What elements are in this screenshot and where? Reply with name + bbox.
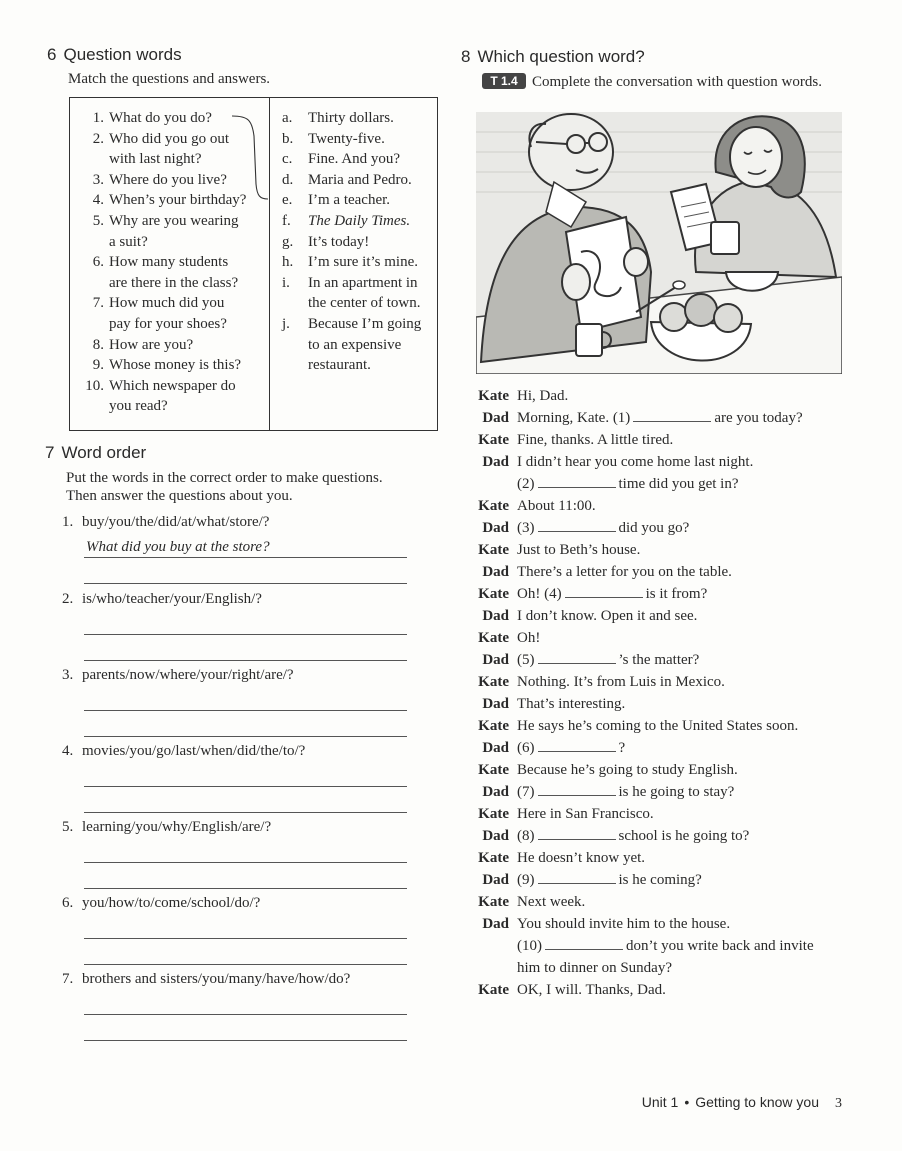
dialogue-turn xyxy=(470,891,850,913)
ex8-heading xyxy=(461,47,645,67)
answer-text: Twenty-five. xyxy=(308,130,385,147)
ex7-instruction-line: Then answer the questions about you. xyxy=(66,488,293,504)
answer-7 xyxy=(282,232,432,253)
question-text: How much did you xyxy=(109,295,225,312)
dialogue-line xyxy=(517,473,738,495)
dialogue-line xyxy=(517,781,734,803)
question-number: 9. xyxy=(92,357,104,374)
question-text: Which newspaper do xyxy=(109,377,236,394)
question-word-blank[interactable] xyxy=(538,473,616,488)
answer-list xyxy=(282,108,432,376)
ex8-number: 8 xyxy=(461,47,471,66)
line-text: You should invite him to the house. xyxy=(517,916,731,932)
question-word-blank[interactable] xyxy=(538,517,616,532)
dialogue-turn xyxy=(470,781,850,803)
answer-number: e. xyxy=(282,192,293,209)
audio-track-badge: T 1.4 xyxy=(482,73,526,89)
scrambled-words: movies/you/go/last/when/did/the/to/? xyxy=(82,743,306,759)
word-order-prompt xyxy=(62,817,407,837)
speaker-name: Kate xyxy=(478,894,509,910)
answer-text: It’s today! xyxy=(308,233,370,250)
question-text: What do you do? xyxy=(109,110,212,126)
word-order-prompt xyxy=(62,589,407,609)
footer-separator: • xyxy=(684,1094,690,1110)
line-text: There’s a letter for you on the table. xyxy=(517,564,732,580)
question-answer-line[interactable] xyxy=(84,609,407,635)
answer-text: Fine. And you? xyxy=(308,151,401,168)
dialogue-line xyxy=(517,737,625,759)
personal-answer-line[interactable] xyxy=(84,939,407,965)
line-text: (9) xyxy=(517,872,535,888)
speaker-name: Dad xyxy=(482,410,509,426)
question-text: How are you? xyxy=(109,336,194,353)
example-answer: What did you buy at the store? xyxy=(86,539,270,555)
speaker-name: Kate xyxy=(478,388,509,404)
dialogue-line xyxy=(517,759,738,781)
word-order-prompt xyxy=(62,665,407,685)
personal-answer-line[interactable] xyxy=(84,558,407,584)
item-number: 1. xyxy=(62,514,74,530)
dialogue-line xyxy=(517,847,645,869)
question-word-blank[interactable] xyxy=(565,583,643,598)
line-text: Here in San Francisco. xyxy=(517,806,654,822)
speaker-name: Dad xyxy=(482,828,509,844)
word-order-item-1 xyxy=(62,512,407,584)
dialogue-line xyxy=(517,451,753,473)
dialogue-line xyxy=(517,429,673,451)
personal-answer-line[interactable] xyxy=(84,863,407,889)
ex6-heading xyxy=(47,45,182,65)
line-text-after-blank: ’s the matter? xyxy=(618,652,700,668)
speaker-name: Dad xyxy=(482,916,509,932)
line-text: Just to Beth’s house. xyxy=(517,542,641,558)
speaker-name: Kate xyxy=(478,806,509,822)
dialogue-turn xyxy=(470,979,850,1001)
answer-6 xyxy=(282,211,432,232)
answer-9 xyxy=(282,273,432,314)
item-number: 5. xyxy=(62,819,74,835)
question-answer-line[interactable] xyxy=(84,685,407,711)
answer-4 xyxy=(282,170,432,191)
dialogue-turn xyxy=(470,605,850,627)
question-text: How many students xyxy=(109,254,229,271)
word-order-prompt xyxy=(62,512,407,532)
question-number: 3. xyxy=(92,171,104,188)
ex7-heading xyxy=(45,443,146,463)
question-number: 5. xyxy=(92,212,104,229)
answer-text: Because I’m going xyxy=(308,315,422,332)
speaker-name: Kate xyxy=(478,982,509,998)
question-number: 10. xyxy=(85,377,104,394)
word-order-item-4 xyxy=(62,741,407,813)
question-text: When’s your birthday? xyxy=(109,192,247,209)
answer-number: h. xyxy=(282,254,294,271)
dialogue-line xyxy=(517,913,730,935)
dialogue-turn xyxy=(470,583,850,605)
speaker-name: Kate xyxy=(478,762,509,778)
line-text: (10) xyxy=(517,938,542,954)
scrambled-words: is/who/teacher/your/English/? xyxy=(82,591,262,607)
footer-title: Getting to know you xyxy=(695,1094,819,1110)
line-text: OK, I will. Thanks, Dad. xyxy=(517,982,666,998)
item-number: 3. xyxy=(62,667,74,683)
line-text: I didn’t hear you come home last night. xyxy=(517,454,754,470)
question-text: a suit? xyxy=(109,233,148,250)
item-number: 6. xyxy=(62,895,74,911)
dialogue-turn xyxy=(470,407,850,429)
line-text-after-blank: is he going to stay? xyxy=(618,784,735,800)
line-text: He says he’s coming to the United States soon. xyxy=(517,718,799,734)
speaker-name: Dad xyxy=(482,872,509,888)
item-number: 2. xyxy=(62,591,74,607)
question-word-blank[interactable] xyxy=(538,737,616,752)
answer-number: g. xyxy=(282,233,294,250)
scrambled-words: brothers and sisters/you/many/have/how/do? xyxy=(82,971,351,987)
question-6 xyxy=(76,252,264,293)
question-number: 2. xyxy=(92,130,104,147)
question-8 xyxy=(76,335,264,356)
word-order-item-3 xyxy=(62,665,407,737)
line-text-after-blank: is it from? xyxy=(645,586,708,602)
answer-2 xyxy=(282,129,432,150)
answer-10 xyxy=(282,314,432,376)
speaker-name: Kate xyxy=(478,718,509,734)
answer-number: b. xyxy=(282,130,294,147)
question-word-blank[interactable] xyxy=(538,869,616,884)
answer-1 xyxy=(282,108,432,129)
line-text: (2) xyxy=(517,476,535,492)
question-text: you read? xyxy=(109,398,168,415)
speaker-name: Kate xyxy=(478,630,509,646)
question-5 xyxy=(76,211,264,252)
question-10 xyxy=(76,376,264,417)
scrambled-words: buy/you/the/did/at/what/store/? xyxy=(82,514,270,530)
line-text: He doesn’t know yet. xyxy=(517,850,646,866)
dialogue-line xyxy=(517,385,568,407)
answer-text: to an expensive xyxy=(308,336,402,353)
breakfast-illustration xyxy=(476,112,842,374)
question-answer-line[interactable] xyxy=(84,532,407,558)
question-text: Why are you wearing xyxy=(109,212,239,229)
line-text: (3) xyxy=(517,520,535,536)
dialogue-line xyxy=(517,693,625,715)
line-text-after-blank: school is he going to? xyxy=(618,828,750,844)
question-text: Who did you go out xyxy=(109,130,229,147)
dialogue-line xyxy=(517,561,732,583)
speaker-name: Kate xyxy=(478,542,509,558)
speaker-name: Kate xyxy=(478,498,509,514)
question-answer-line[interactable] xyxy=(84,913,407,939)
answer-5 xyxy=(282,190,432,211)
speaker-name: Dad xyxy=(482,652,509,668)
page-footer xyxy=(642,1094,842,1112)
ex8-title: Which question word? xyxy=(477,47,645,66)
line-text: (6) xyxy=(517,740,535,756)
speaker-name: Dad xyxy=(482,608,509,624)
answer-number: f. xyxy=(282,212,291,229)
dialogue-turn xyxy=(470,847,850,869)
dialogue-line xyxy=(517,869,702,891)
dialogue-turn xyxy=(470,759,850,781)
item-number: 7. xyxy=(62,971,74,987)
page-number: 3 xyxy=(835,1096,842,1111)
question-word-blank[interactable] xyxy=(538,649,616,664)
scrambled-words: learning/you/why/English/are/? xyxy=(82,819,272,835)
dialogue-turn xyxy=(470,539,850,561)
dialogue-turn xyxy=(470,495,850,517)
personal-answer-line[interactable] xyxy=(84,1015,407,1041)
answer-number: d. xyxy=(282,171,294,188)
word-order-item-5 xyxy=(62,817,407,889)
line-text: Nothing. It’s from Luis in Mexico. xyxy=(517,674,725,690)
ex7-number: 7 xyxy=(45,443,55,462)
question-7 xyxy=(76,293,264,334)
word-order-item-7 xyxy=(62,969,407,1041)
word-order-item-6 xyxy=(62,893,407,965)
dialogue-line xyxy=(517,583,707,605)
dialogue-turn xyxy=(470,671,850,693)
dialogue-line xyxy=(517,539,640,561)
question-number: 4. xyxy=(92,192,104,209)
question-word-blank[interactable] xyxy=(538,781,616,796)
dialogue-line xyxy=(517,891,585,913)
line-text-after-blank: don’t you write back and invite xyxy=(626,938,814,954)
line-text-after-blank: ? xyxy=(618,740,626,756)
dialogue-turn xyxy=(470,715,850,737)
dialogue-line xyxy=(517,517,689,539)
answer-text: the center of town. xyxy=(308,295,421,312)
line-text: (8) xyxy=(517,828,535,844)
dialogue-line xyxy=(517,957,672,979)
question-word-blank[interactable] xyxy=(545,935,623,950)
line-text: Morning, Kate. (1) xyxy=(517,410,631,426)
word-order-prompt xyxy=(62,741,407,761)
answer-text: The Daily Times. xyxy=(308,212,411,229)
line-text: Oh! xyxy=(517,630,541,646)
dialogue-turn xyxy=(470,693,850,715)
answer-number: j. xyxy=(282,315,290,332)
dialogue-line xyxy=(517,715,798,737)
scrambled-words: parents/now/where/your/right/are/? xyxy=(82,667,294,683)
question-9 xyxy=(76,355,264,376)
question-text: with last night? xyxy=(109,151,202,168)
line-text: him to dinner on Sunday? xyxy=(517,960,672,976)
speaker-name: Dad xyxy=(482,520,509,536)
dialogue-turn xyxy=(470,517,850,539)
dialogue-turn xyxy=(470,385,850,407)
dialogue-line xyxy=(517,671,725,693)
answer-number: a. xyxy=(282,110,293,126)
answer-text: Maria and Pedro. xyxy=(308,171,412,188)
dialogue-turn xyxy=(470,649,850,671)
speaker-name: Dad xyxy=(482,454,509,470)
line-text-after-blank: time did you get in? xyxy=(618,476,739,492)
answer-text: In an apartment in xyxy=(308,274,418,291)
dialogue-line xyxy=(517,825,749,847)
line-text-after-blank: is he coming? xyxy=(618,872,702,888)
dialogue-line xyxy=(517,649,699,671)
ex7-title: Word order xyxy=(61,443,147,462)
line-text: Hi, Dad. xyxy=(517,388,569,404)
speaker-name: Kate xyxy=(478,586,509,602)
question-number: 6. xyxy=(92,254,104,271)
answer-text: I’m sure it’s mine. xyxy=(308,254,418,271)
line-text-after-blank: did you go? xyxy=(618,520,690,536)
personal-answer-line[interactable] xyxy=(84,635,407,661)
dialogue-turn xyxy=(470,803,850,825)
line-text: Because he’s going to study English. xyxy=(517,762,738,778)
speaker-name: Kate xyxy=(478,674,509,690)
line-text: About 11:00. xyxy=(517,498,596,514)
dialogue-turn xyxy=(470,627,850,649)
item-number: 4. xyxy=(62,743,74,759)
speaker-name: Dad xyxy=(482,696,509,712)
dialogue-line xyxy=(517,627,540,649)
word-order-item-2 xyxy=(62,589,407,661)
question-text: Whose money is this? xyxy=(109,357,242,374)
question-number: 1. xyxy=(92,110,104,126)
dialogue-line xyxy=(517,803,654,825)
speaker-name: Dad xyxy=(482,784,509,800)
dialogue-line xyxy=(517,407,803,429)
word-order-prompt xyxy=(62,969,407,989)
line-text: Oh! (4) xyxy=(517,586,562,602)
question-word-blank[interactable] xyxy=(538,825,616,840)
dialogue-line xyxy=(517,605,697,627)
line-text-after-blank: are you today? xyxy=(714,410,803,426)
dialogue-turn xyxy=(470,825,850,847)
question-text: pay for your shoes? xyxy=(109,315,227,332)
question-word-blank[interactable] xyxy=(633,407,711,422)
answer-8 xyxy=(282,252,432,273)
dialogue-line xyxy=(517,979,666,1001)
dialogue-turn xyxy=(470,561,850,583)
dialogue-turn xyxy=(470,451,850,495)
dialogue-turn xyxy=(470,737,850,759)
question-number: 8. xyxy=(92,336,104,353)
dialogue-turn xyxy=(470,913,850,979)
ex8-instruction: Complete the conversation with question words. xyxy=(532,74,822,90)
dialogue-line xyxy=(517,935,814,957)
answer-number: c. xyxy=(282,151,293,168)
question-number: 7. xyxy=(92,295,104,312)
question-text: are there in the class? xyxy=(109,274,239,291)
ex6-title: Question words xyxy=(63,45,182,64)
line-text: Fine, thanks. A little tired. xyxy=(517,432,674,448)
personal-answer-line[interactable] xyxy=(84,711,407,737)
dialogue-turn xyxy=(470,429,850,451)
speaker-name: Kate xyxy=(478,432,509,448)
personal-answer-line[interactable] xyxy=(84,787,407,813)
question-text: Where do you live? xyxy=(109,171,227,188)
ex6-number: 6 xyxy=(47,45,57,64)
answer-text: restaurant. xyxy=(308,357,371,374)
line-text: Next week. xyxy=(517,894,586,910)
answer-text: Thirty dollars. xyxy=(308,110,394,126)
example-match-line xyxy=(230,106,280,206)
line-text: (7) xyxy=(517,784,535,800)
question-answer-line[interactable] xyxy=(84,761,407,787)
scrambled-words: you/how/to/come/school/do/? xyxy=(82,895,261,911)
word-order-prompt xyxy=(62,893,407,913)
answer-number: i. xyxy=(282,274,290,291)
answer-3 xyxy=(282,149,432,170)
dialogue-line xyxy=(517,495,596,517)
ex7-instruction xyxy=(66,469,383,505)
line-text: I don’t know. Open it and see. xyxy=(517,608,698,624)
speaker-name: Kate xyxy=(478,850,509,866)
dialogue-turn xyxy=(470,869,850,891)
match-table xyxy=(69,97,438,431)
line-text: That’s interesting. xyxy=(517,696,626,712)
answer-text: I’m a teacher. xyxy=(308,192,391,209)
question-answer-line[interactable] xyxy=(84,837,407,863)
question-answer-line[interactable] xyxy=(84,989,407,1015)
ex7-instruction-line: Put the words in the correct order to make questions. xyxy=(66,470,383,486)
speaker-name: Dad xyxy=(482,564,509,580)
ex6-instruction: Match the questions and answers. xyxy=(68,71,271,87)
line-text: (5) xyxy=(517,652,535,668)
footer-unit: Unit 1 xyxy=(641,1094,679,1110)
speaker-name: Dad xyxy=(482,740,509,756)
